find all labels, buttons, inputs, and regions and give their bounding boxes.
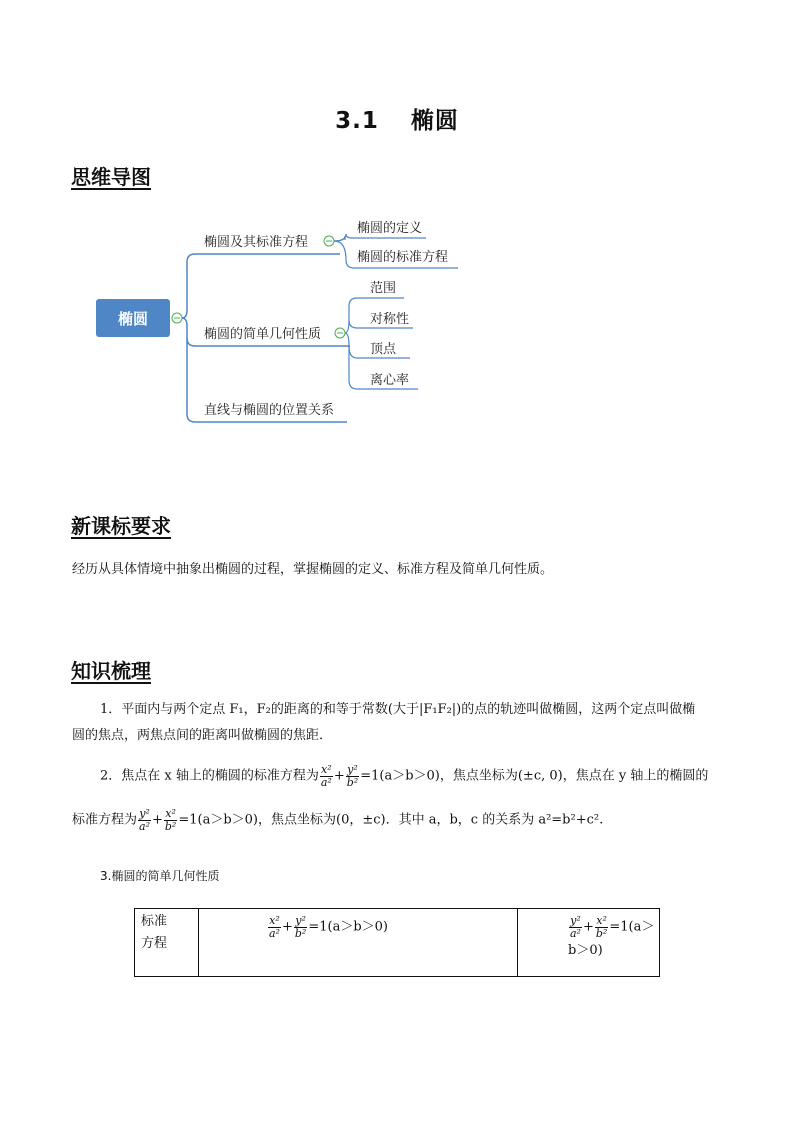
knowledge-p2-line2: 标准方程为 $\frac{\text{y²}}{\text{a²}}$ + $\frac{\text{x²}}{\text{b²}}$ =1(a＞b＞0)，焦点坐标为(0，±c)．其中 a，b，c 的关系为 a²=b²+c². (72, 807, 604, 833)
mindmap-leaf[interactable]: 离心率 (370, 373, 410, 388)
knowledge-p1-line1: 1．平面内与两个定点 F₁，F₂的距离的和等于常数(大于|F₁F₂|)的点的轨迹叫做椭圆，这两个定点叫做椭 (100, 702, 696, 717)
table-eq-suffix: =1(a＞b＞0) (308, 919, 388, 935)
title-number: 3.1 (335, 108, 379, 134)
mindmap-branch-2[interactable]: 椭圆的简单几何性质 (204, 327, 322, 342)
p2-pre: 2．焦点在 x 轴上的椭圆的标准方程为 (100, 768, 319, 784)
table-cell-y-axis: $\frac{\text{y²}}{\text{a²}}$ + $\frac{\text{x²}}{\text{b²}}$ =1(a＞b＞0) (518, 909, 660, 977)
properties-table (134, 908, 660, 977)
page-title (0, 102, 794, 135)
mindmap-root-label: 椭圆 (117, 310, 149, 328)
table-cell-x-axis: $\frac{\text{x²}}{\text{a²}}$ + $\frac{\text{y²}}{\text{b²}}$ =1(a＞b＞0) (199, 909, 518, 977)
fraction: $\frac{\text{y²}}{\text{b²}}$ (346, 763, 359, 789)
table-header-cell (135, 909, 199, 977)
fraction: $\frac{\text{x²}}{\text{b²}}$ (164, 807, 177, 833)
standard-text: 经历从具体情境中抽象出椭圆的过程，掌握椭圆的定义、标准方程及简单几何性质。 (72, 562, 554, 577)
mind-map (0, 200, 794, 440)
mindmap-leaf[interactable]: 范围 (370, 281, 397, 296)
table-eq-suffix: =1(a＞b＞0) (568, 919, 655, 959)
p2-post: =1(a＞b＞0)，焦点坐标为(±c, 0)，焦点在 y 轴上的椭圆的 (360, 768, 709, 784)
title-text: 椭圆 (410, 108, 459, 134)
table-header-label: 标准方程 (141, 914, 168, 952)
section-heading-knowledge: 知识梳理 (71, 659, 151, 683)
mindmap-leaf[interactable]: 对称性 (370, 312, 410, 327)
fraction: $\frac{\text{y²}}{\text{a²}}$ (139, 807, 150, 833)
section-heading-standard: 新课标要求 (71, 514, 171, 538)
mindmap-branch-1[interactable]: 椭圆及其标准方程 (204, 235, 309, 250)
knowledge-p2-line1: 2．焦点在 x 轴上的椭圆的标准方程为 $\frac{\text{x²}}{\text{a²}}$ + $\frac{\text{y²}}{\text{b²}}$ =1(a＞b＞0)，焦点坐标为(±c, 0)，焦点在 y 轴上的椭圆的 (100, 763, 709, 789)
mindmap-leaf[interactable]: 椭圆的标准方程 (357, 250, 449, 265)
fraction: $\frac{\text{x²}}{\text{a²}}$ (320, 763, 332, 789)
knowledge-p3: 3.椭圆的简单几何性质 (100, 869, 220, 883)
mindmap-leaf[interactable]: 顶点 (370, 342, 397, 357)
knowledge-p1-line2: 圆的焦点，两焦点间的距离叫做椭圆的焦距． (72, 728, 333, 743)
mindmap-branch-3[interactable]: 直线与椭圆的位置关系 (204, 403, 335, 418)
mindmap-leaf[interactable]: 椭圆的定义 (357, 221, 423, 236)
section-heading-mindmap: 思维导图 (71, 165, 151, 189)
